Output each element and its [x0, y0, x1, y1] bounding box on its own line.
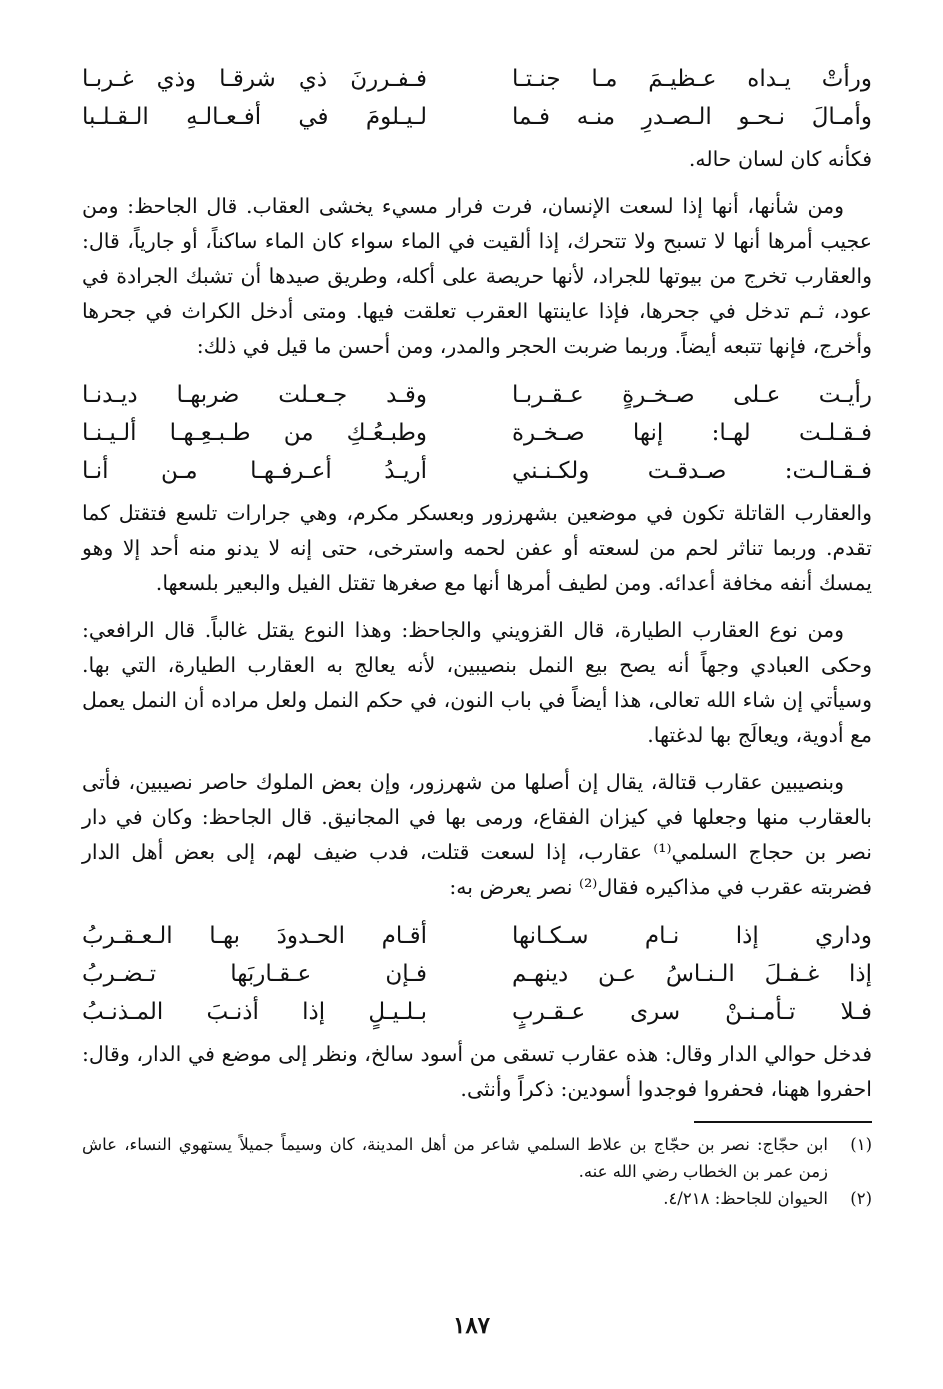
paragraph: وبنصيبين عقارب قتالة، يقال إن أصلها من شهرزور، وإن بعض الملوك حاصر نصيبين، فأتى بالعقارب منها وجعلها في كيزان الفقاع، ورمى بها في المجانيق. قال الجاحظ: وكان في دار نصر بن حجاج السلمي⁽¹⁾ عقارب، إذا لسعت قتلت، فدب ضيف لهم، إلى بعض أهل الدار فضربته عقرب في مذاكيره فقال⁽²⁾ نصر يعرض به: — [82, 770, 872, 899]
hemistich-first: وأمـالَ نـحـو الـصـدرِ منـه فـما — [512, 104, 872, 130]
verse — [82, 993, 872, 1031]
footnote-number: (١) — [850, 1135, 872, 1154]
poem-1 — [82, 60, 872, 136]
footnote-text: ابن حجّاج: نصر بن حجّاج بن علاط السلمي شاعر من أهل المدينة، كان وسيماً جميلاً يستهوي النساء، عاش زمن عمر بن الخطاب رضي الله عنه. — [82, 1135, 828, 1181]
hemistich-first: إذا غـفـلَ الـنـاسُ عـن دينهـم — [512, 961, 872, 987]
paragraph: ومن شأنها، أنها إذا لسعت الإنسان، فرت فرار مسيء يخشى العقاب. قال الجاحظ: ومن عجيب أمرها أنها لا تسبح ولا تتحرك، إذا ألقيت في الماء سواء كان الماء ساكناً، أو جارياً، قال: والعقارب تخرج من بيوتها للجراد، لأنها حريصة على أكله، وطريق صيدها أن تشبك الجرادة في عود، ثـم تدخل في جحرها، فإذا عاينتها العقرب تعلقت فيها. ومتى أدخل الكراث في جحرها وأخرج، فإنها تتبعه أيضاً. وربما ضربت الحجر والمدر، ومن أحسن ما قيل في ذلك: — [82, 194, 872, 358]
page-number: ١٨٧ — [452, 1312, 491, 1339]
footnote — [82, 1185, 872, 1212]
verse — [82, 414, 872, 452]
paragraph: والعقارب القاتلة تكون في موضعين بشهرزور وبعسكر مكرم، وهي جرارات تلسع فتقتل كما تقدم. وربما تناثر لحم من لسعته أو عفن لحمه واسترخى، حتى إنه لا يدنو منه أحد إلا وهو يمسك أنفه مخافة أعدائه. ومن لطيف أمرها أنها مع صغرها تقتل الفيل والبعير بلسعها. — [82, 501, 872, 595]
footnote — [82, 1131, 872, 1185]
paragraph: ومن نوع العقارب الطيارة، قال القزويني والجاحظ: وهذا النوع يقتل غالباً. قال الرافعي: وحكى العبادي وجهاً أنه يصح بيع النمل بنصيبين، لأنه يعالج به العقارب الطيارة، التي بها. وسيأتي إن شاء الله تعالى، هذا أيضاً في باب النون، في حكم النمل ولعل مراده أن النمل يعمل مع أدوية، ويعالَج بها لدغتها. — [82, 618, 872, 747]
hemistich-second: أقـام الحـدودَ بهـا الـعـقـربُ — [82, 923, 427, 949]
hemistich-first: رأيـت عـلى صـخـرةٍ عـقـربـا — [512, 382, 872, 408]
hemistich-first: فـلا تـأمـنـنْ سرى عـقـربٍ — [512, 999, 872, 1025]
hemistich-second: أريـدُ أعـرفـهـا مـن أنـا — [82, 458, 427, 484]
paragraph: فدخل حوالي الدار وقال: هذه عقارب تسقى من أسود سالخ، ونظر إلى موضع في الدار، وقال: احفروا ههنا، فحفروا فوجدوا أسودين: ذكراً وأنثى. — [82, 1042, 872, 1101]
page-body — [82, 60, 872, 1212]
hemistich-second: فـفـررنَ ذي شرقـا وذي غـربـا — [82, 66, 427, 92]
hemistich-first: وداري إذا نـام سـكـانها — [512, 923, 872, 949]
hemistich-first: فـقـالـت: صـدقـت ولكـنـني — [512, 458, 872, 484]
footnote-text: الحيوان للجاحظ: ٤/٢١٨. — [663, 1189, 828, 1208]
poem-3 — [82, 917, 872, 1031]
hemistich-second: فـإن عـقـاربَها تـضـربُ — [82, 961, 427, 987]
hemistich-second: لـيـلومَ في أفـعـالـهِ الـقـلـبا — [82, 104, 427, 130]
verse — [82, 955, 872, 993]
verse — [82, 917, 872, 955]
paragraph: فكأنه كان لسان حاله. — [688, 147, 872, 171]
poem-2 — [82, 376, 872, 490]
verse — [82, 60, 872, 98]
hemistich-second: بـلـيـلٍ إذا أذنـبَ المـذنـبُ — [82, 999, 427, 1025]
hemistich-second: وقـد جـعـلت ضربهـا ديـدنـا — [82, 382, 427, 408]
verse — [82, 452, 872, 490]
footnote-divider — [694, 1121, 872, 1123]
hemistich-first: ورأتْ يـداه عـظيـمَ مـا جنـتـا — [512, 66, 872, 92]
verse — [82, 98, 872, 136]
hemistich-second: وطبـعُـكِ من طـبـعِـهـا ألـيـنـا — [82, 420, 427, 446]
footnote-number: (٢) — [850, 1189, 872, 1208]
verse — [82, 376, 872, 414]
hemistich-first: فـقـلـت لهـا: إنها صـخـرة — [512, 420, 872, 446]
